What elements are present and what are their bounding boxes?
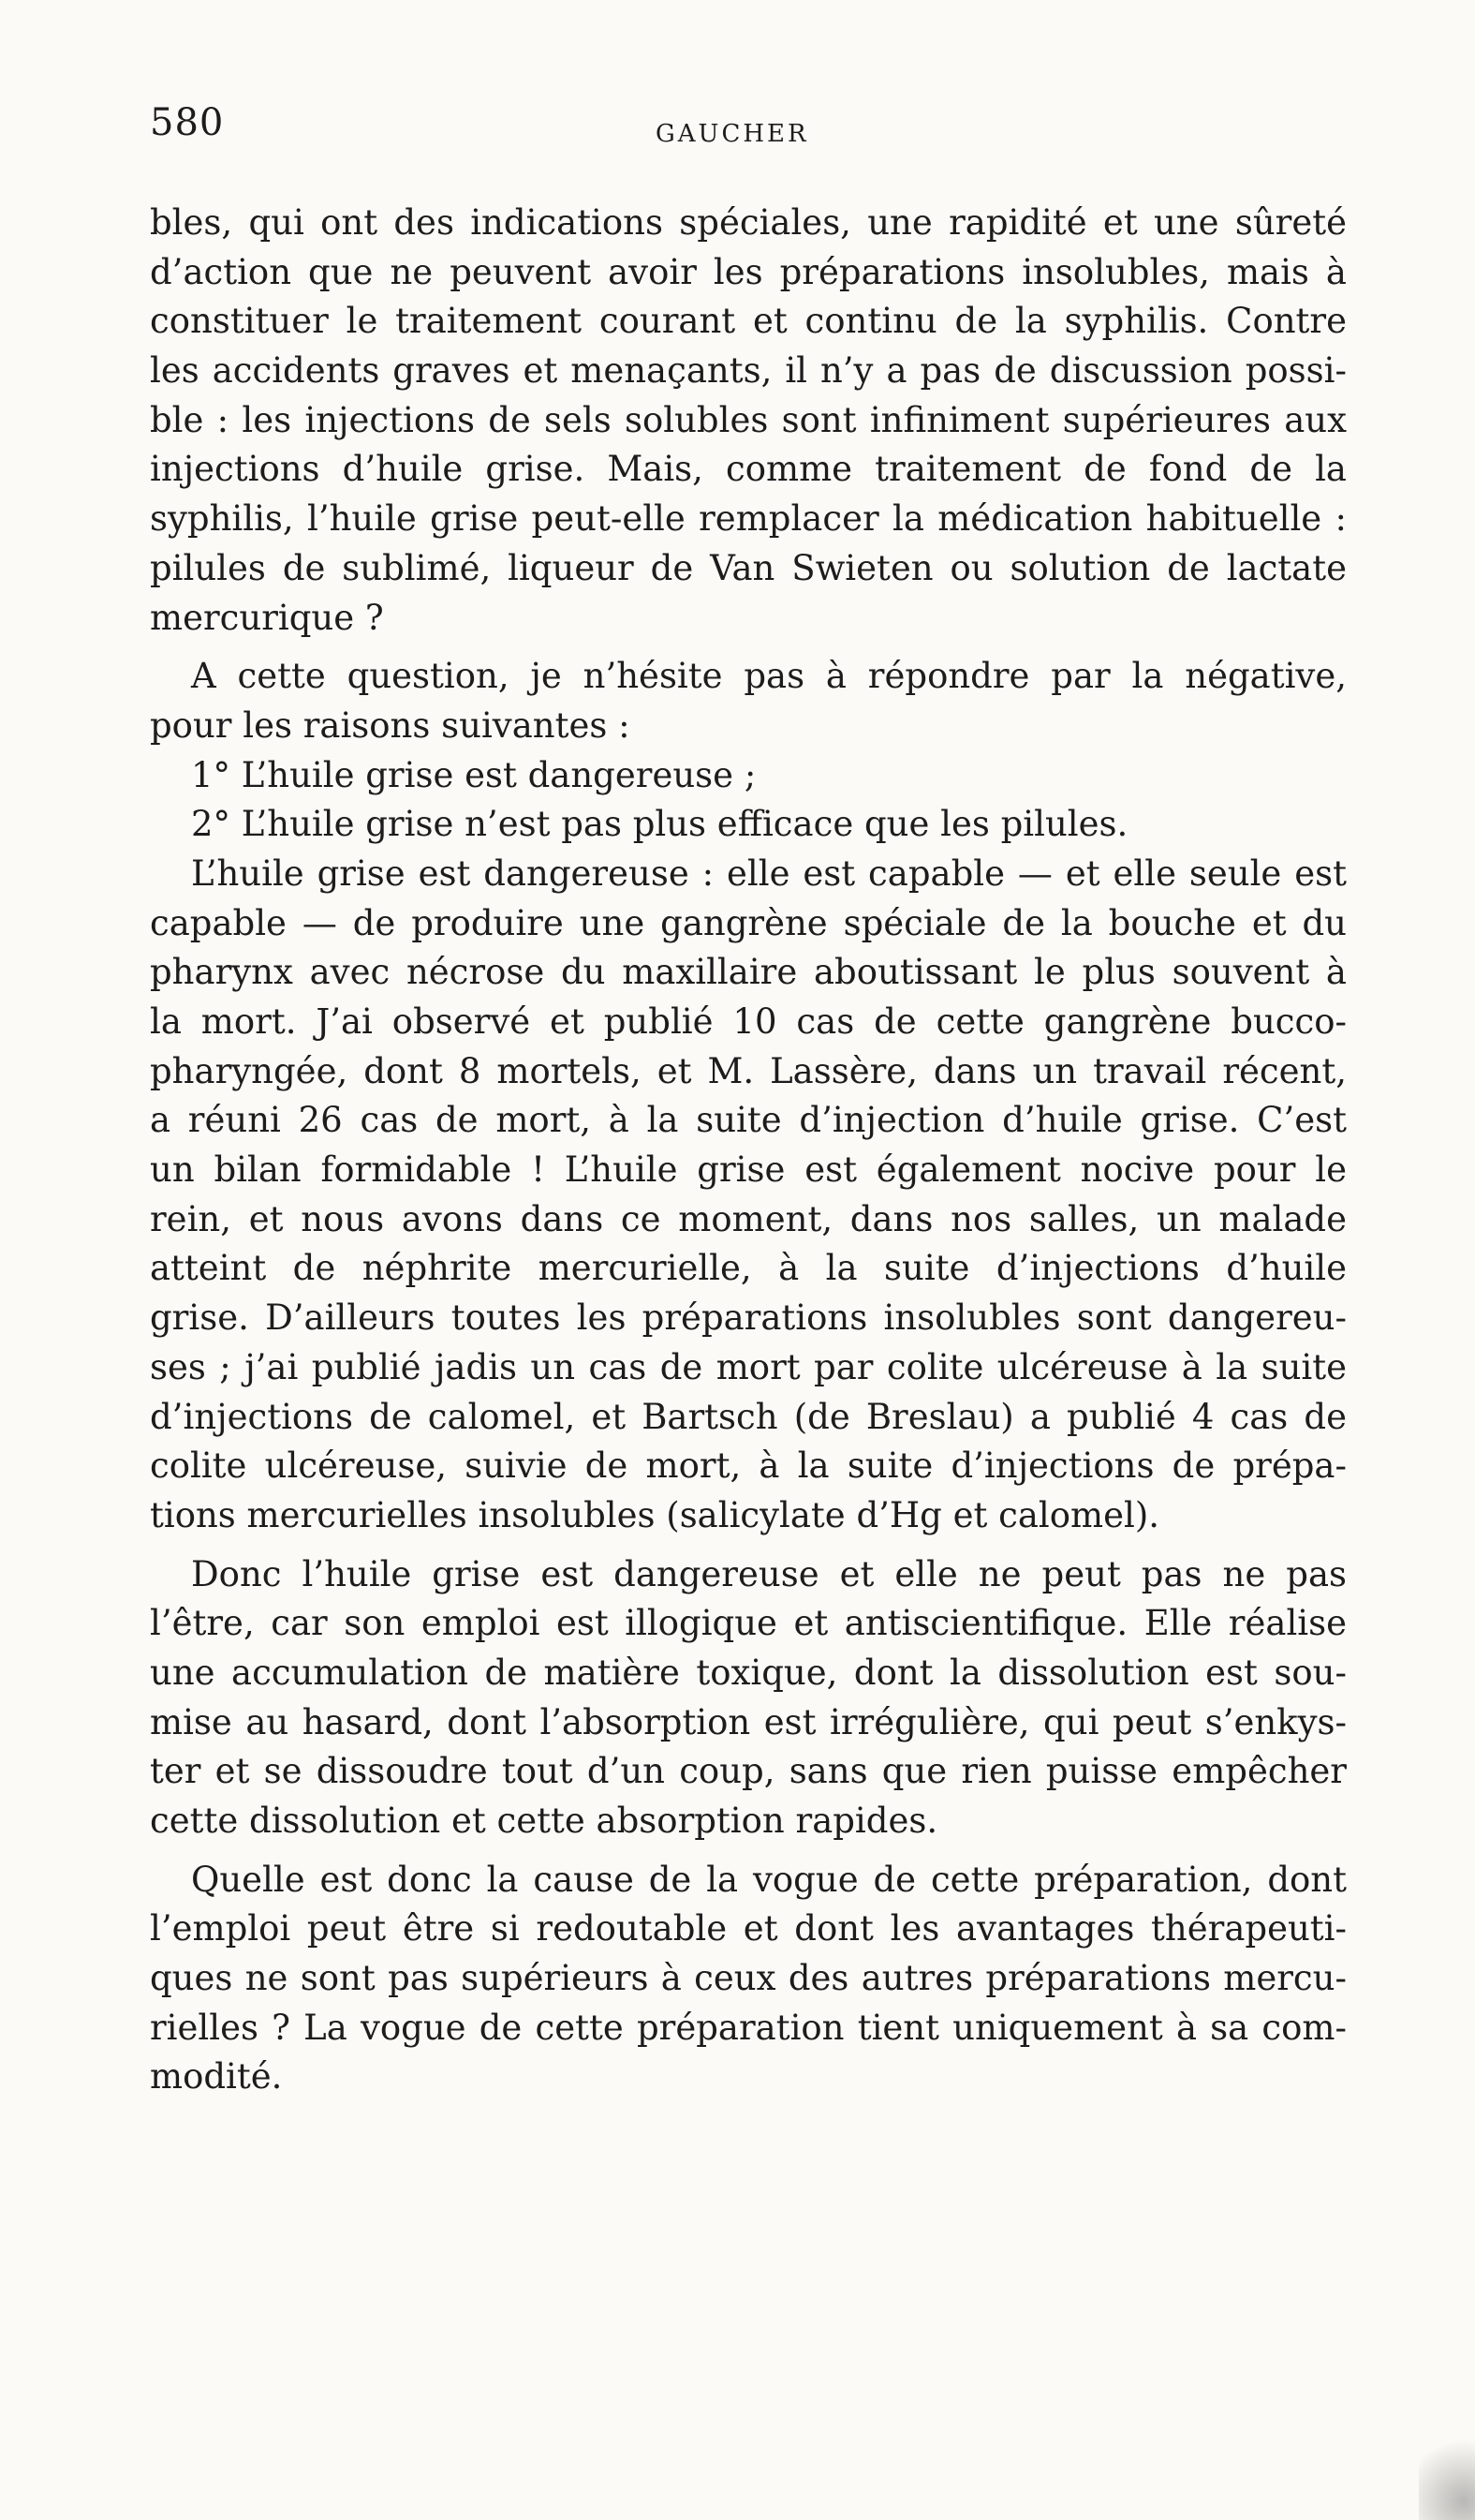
text-line: rielles ? La vogue de cette préparation tient uniquement à sa com- bbox=[150, 2007, 1347, 2048]
text-line: une accumulation de matière toxique, dont la dissolution est sou- bbox=[150, 1652, 1347, 1693]
text-line: ter et se dissoudre tout d’un coup, sans que rien puisse empêcher bbox=[150, 1751, 1347, 1792]
text-line: atteint de néphrite mercurielle, à la suite d’injections d’huile bbox=[150, 1248, 1347, 1289]
text-line: la mort. J’ai observé et publié 10 cas de cette gangrène bucco- bbox=[150, 1001, 1347, 1042]
text-line: pharynx avec nécrose du maxillaire aboutissant le plus souvent à bbox=[150, 952, 1347, 993]
text-line: syphilis, l’huile grise peut-elle remplacer la médication habituelle : bbox=[150, 498, 1347, 540]
text-line: Quelle est donc la cause de la vogue de cette préparation, dont bbox=[191, 1859, 1347, 1900]
list-item bbox=[150, 800, 1347, 850]
list-item bbox=[150, 751, 1347, 801]
text-line: modité. bbox=[150, 2056, 283, 2098]
text-line: L’huile grise est dangereuse : elle est capable — et elle seule est bbox=[191, 852, 1347, 894]
body-text bbox=[150, 199, 1347, 2102]
text-line: capable — de produire une gangrène spéciale de la bouche et du bbox=[150, 902, 1347, 943]
text-line: les accidents graves et menaçants, il n’y a pas de discussion possi- bbox=[150, 350, 1347, 392]
text-line: grise. D’ailleurs toutes les préparations insolubles sont dangereu- bbox=[150, 1297, 1347, 1339]
text-line: ses ; j’ai publié jadis un cas de mort par colite ulcéreuse à la suite bbox=[150, 1346, 1347, 1387]
text-line: injections d’huile grise. Mais, comme traitement de fond de la bbox=[150, 449, 1347, 490]
text-line: mercurique ? bbox=[150, 597, 384, 638]
scan-artifact bbox=[1419, 2426, 1475, 2520]
text-line: d’injections de calomel, et Bartsch (de Breslau) a publié 4 cas de bbox=[150, 1396, 1347, 1437]
paragraph bbox=[150, 850, 1347, 1541]
text-line: mise au hasard, dont l’absorption est irrégulière, qui peut s’enkys- bbox=[150, 1701, 1347, 1742]
paragraph bbox=[150, 199, 1347, 643]
page-number: 580 bbox=[150, 101, 225, 144]
paragraph bbox=[150, 1856, 1347, 2102]
text-line: pharyngée, dont 8 mortels, et M. Lassère, dans un travail récent, bbox=[150, 1050, 1347, 1091]
paragraph bbox=[150, 652, 1347, 750]
text-line: d’action que ne peuvent avoir les préparations insolubles, mais à bbox=[150, 251, 1347, 292]
text-line: tions mercurielles insolubles (salicylate d’Hg et calomel). bbox=[150, 1494, 1160, 1535]
running-head: GAUCHER bbox=[656, 120, 809, 148]
text-line: A cette question, je n’hésite pas à répondre par la négative, bbox=[191, 656, 1347, 697]
text-line: pour les raisons suivantes : bbox=[150, 704, 630, 746]
text-line: l’être, car son emploi est illogique et antiscientifique. Elle réalise bbox=[150, 1603, 1347, 1644]
text-line: rein, et nous avons dans ce moment, dans nos salles, un malade bbox=[150, 1198, 1347, 1239]
paragraph bbox=[150, 1550, 1347, 1846]
text-line: cette dissolution et cette absorption rapides. bbox=[150, 1801, 938, 1841]
text-line: a réuni 26 cas de mort, à la suite d’injection d’huile grise. C’est bbox=[150, 1100, 1347, 1141]
text-line: colite ulcéreuse, suivie de mort, à la suite d’injections de prépa- bbox=[150, 1445, 1347, 1487]
text-line: un bilan formidable ! L’huile grise est également nocive pour le bbox=[150, 1149, 1347, 1191]
text-line: bles, qui ont des indications spéciales, une rapidité et une sûreté bbox=[150, 202, 1347, 243]
text-line: Donc l’huile grise est dangereuse et elle ne peut pas ne pas bbox=[191, 1553, 1347, 1594]
text-line: constituer le traitement courant et continu de la syphilis. Contre bbox=[150, 301, 1347, 342]
text-line: ble : les injections de sels solubles sont infiniment supérieures aux bbox=[150, 399, 1347, 440]
text-line: l’emploi peut être si redoutable et dont les avantages thérapeuti- bbox=[150, 1908, 1347, 1949]
text-line: 2° L’huile grise n’est pas plus efficace que les pilules. bbox=[191, 804, 1128, 845]
text-line: pilules de sublimé, liqueur de Van Swieten ou solution de lactate bbox=[150, 547, 1347, 588]
text-line: ques ne sont pas supérieurs à ceux des autres préparations mercu- bbox=[150, 1958, 1347, 1999]
text-line: 1° L’huile grise est dangereuse ; bbox=[191, 754, 757, 795]
